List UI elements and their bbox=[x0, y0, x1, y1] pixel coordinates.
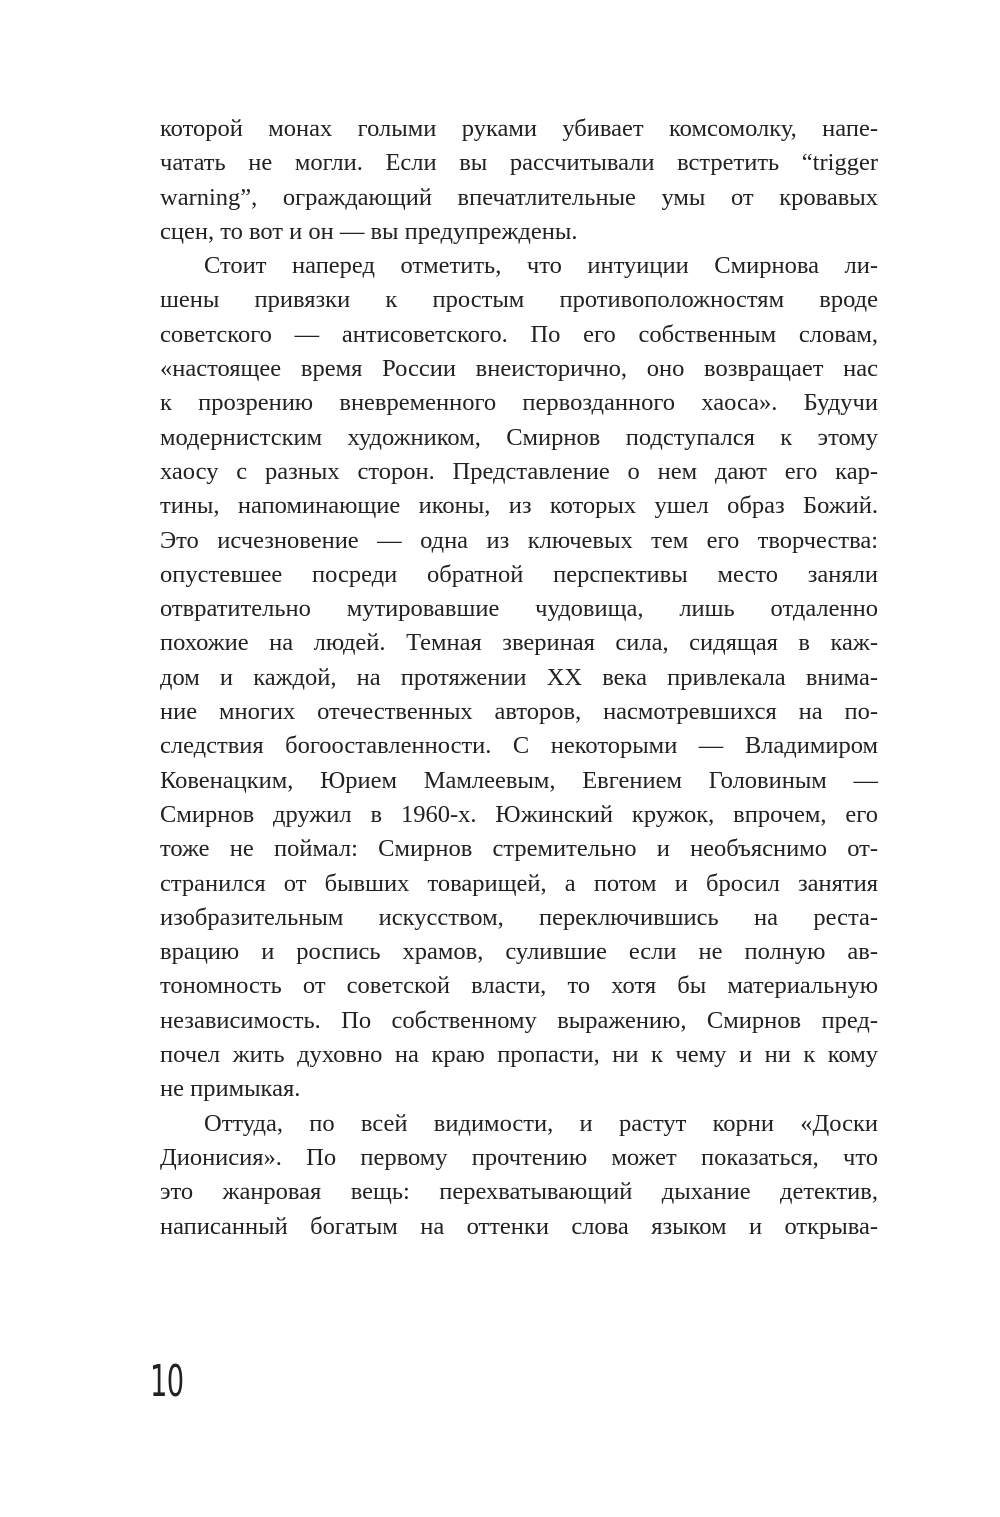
text-line: тономность от советской власти, то хотя бы материальную bbox=[160, 972, 878, 1000]
text-line: врацию и роспись храмов, сулившие если не полную ав- bbox=[160, 938, 878, 966]
body-text bbox=[160, 112, 878, 1244]
text-line: похожие на людей. Темная звериная сила, сидящая в каж- bbox=[160, 629, 878, 657]
text-line: независимость. По собственному выражению, Смирнов пред- bbox=[160, 1006, 878, 1034]
text-line: сцен, то вот и он — вы предупреждены. bbox=[160, 217, 578, 245]
text-line: изобразительным искусством, переключившись на реста- bbox=[160, 903, 878, 931]
paragraph bbox=[160, 1107, 878, 1244]
text-line: написанный богатым на оттенки слова языком и открыва- bbox=[160, 1212, 878, 1240]
text-line: warning”, ограждающий впечатлительные умы от кровавых bbox=[160, 183, 878, 211]
text-line: к прозрению вневременного первозданного хаоса». Будучи bbox=[160, 389, 878, 417]
text-line: почел жить духовно на краю пропасти, ни к чему и ни к кому bbox=[160, 1041, 878, 1069]
text-line: опустевшее посреди обратной перспективы место заняли bbox=[160, 560, 878, 588]
text-line: не примыкая. bbox=[160, 1075, 301, 1103]
text-line: Оттуда, по всей видимости, и растут корни «Доски bbox=[204, 1109, 878, 1137]
text-line: Смирнов дружил в 1960-х. Южинский кружок, впрочем, его bbox=[160, 800, 878, 828]
text-line: следствия богооставленности. С некоторыми — Владимиром bbox=[160, 732, 878, 760]
paragraph bbox=[160, 249, 878, 1106]
text-line: это жанровая вещь: перехватывающий дыхание детектив, bbox=[160, 1178, 878, 1206]
text-line: Стоит наперед отметить, что интуиции Смирнова ли- bbox=[204, 252, 878, 280]
text-line: Ковенацким, Юрием Мамлеевым, Евгением Головиным — bbox=[160, 766, 878, 794]
text-line: хаосу с разных сторон. Представление о нем дают его кар- bbox=[160, 457, 878, 485]
text-line: Дионисия». По первому прочтению может показаться, что bbox=[160, 1143, 878, 1171]
text-line: «настоящее время России внеисторично, оно возвращает нас bbox=[160, 355, 878, 383]
text-line: чатать не могли. Если вы рассчитывали встретить “trigger bbox=[160, 149, 878, 177]
text-line: тоже не поймал: Смирнов стремительно и необъяснимо от- bbox=[160, 835, 878, 863]
text-line: дом и каждой, на протяжении XX века привлекала внима- bbox=[160, 663, 878, 691]
text-line: странился от бывших товарищей, а потом и бросил занятия bbox=[160, 869, 878, 897]
page-number: 10 bbox=[150, 1356, 184, 1407]
text-line: тины, напоминающие иконы, из которых ушел образ Божий. bbox=[160, 492, 878, 520]
text-line: советского — антисоветского. По его собственным словам, bbox=[160, 320, 878, 348]
text-line: ние многих отечественных авторов, насмотревшихся на по- bbox=[160, 698, 878, 726]
text-line: которой монах голыми руками убивает комсомолку, напе- bbox=[160, 115, 878, 142]
paragraph bbox=[160, 112, 878, 249]
text-line: модернистским художником, Смирнов подступался к этому bbox=[160, 423, 878, 451]
text-line: шены привязки к простым противоположностям вроде bbox=[160, 286, 878, 314]
text-line: Это исчезновение — одна из ключевых тем его творчества: bbox=[160, 526, 878, 554]
text-line: отвратительно мутировавшие чудовища, лишь отдаленно bbox=[160, 595, 878, 623]
